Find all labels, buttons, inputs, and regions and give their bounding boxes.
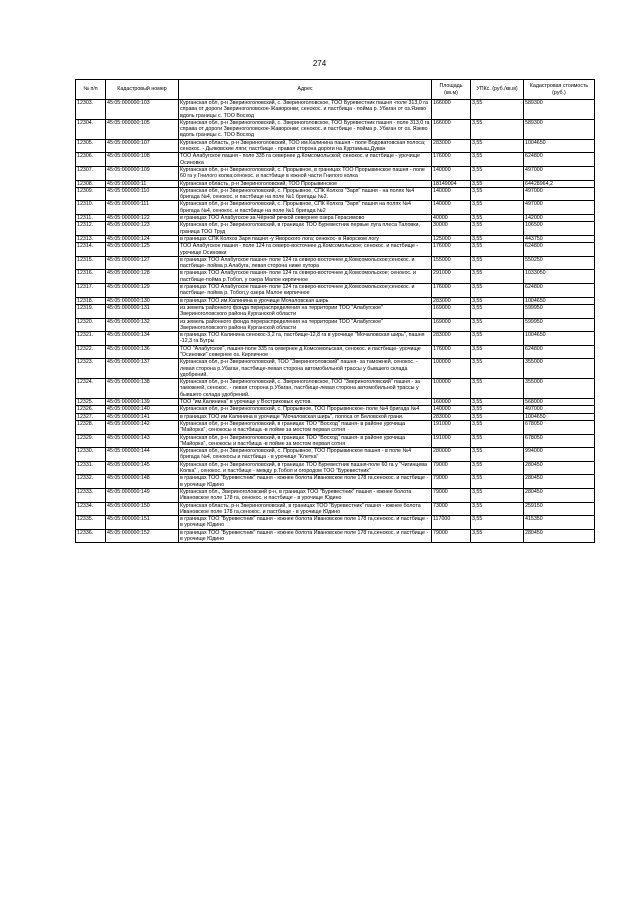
cell-cost: 624800 <box>524 153 595 167</box>
cell-area: 176000 <box>432 153 471 167</box>
cell-area: 79000 <box>432 461 471 475</box>
cell-cost: 142000 <box>524 215 595 222</box>
cell-cadastral: 45:05:000000:109 <box>106 166 179 180</box>
cell-cadastral: 45:05:000000:124 <box>106 235 179 242</box>
cell-upks: 3,55 <box>471 100 524 120</box>
cell-num: 12317. <box>76 284 106 298</box>
cell-address: ТОО Алабугское пашня - поле 124 га северо-восточнее д.Комсомольское; сенокос. и пастбище - урочище Осиновки <box>179 243 432 257</box>
cell-address: Курганская область, р-н Звериноголовский, в границах ТОО "Буревестник" пашня - южнее болота Ивановское поле 178 га,сенокос. и пастбище - в урочище Юдино <box>179 502 432 516</box>
cell-area: 140000 <box>432 406 471 413</box>
cell-num: 12328. <box>76 420 106 434</box>
table-row <box>76 516 595 530</box>
cell-num: 12304. <box>76 119 106 139</box>
cell-area: 160000 <box>432 399 471 406</box>
table-row <box>76 243 595 257</box>
table-row <box>76 215 595 222</box>
cell-cost: 589300 <box>524 119 595 139</box>
cell-cost: 678050 <box>524 420 595 434</box>
cell-upks: 3,55 <box>471 448 524 462</box>
cell-num: 12330. <box>76 448 106 462</box>
cell-upks: 3,55 <box>471 235 524 242</box>
cell-address: из земель районного фонда перераспределения на территории ТОО "Алабугское" Звериноголовского района Курганской области <box>179 304 432 318</box>
table-row <box>76 119 595 139</box>
table-row <box>76 187 595 201</box>
cell-address: в границах ТОО им Калинина в урочище "Мочаловская ширь", полоса от Беловской грани. <box>179 413 432 420</box>
cell-address: Курганская обл, р-н Звериноголовский, в границах ТОО "Восход" пашня- в районе урочища "Майорка", сенокосы и пастбища -в пойме за мостом первая сотня <box>179 420 432 434</box>
cell-num: 12322. <box>76 345 106 359</box>
cell-upks: 3,55 <box>471 475 524 489</box>
cell-num: 12305. <box>76 139 106 153</box>
cell-cadastral: 45:05:000000:110 <box>106 187 179 201</box>
table-row <box>76 201 595 215</box>
cell-num: 12324. <box>76 379 106 399</box>
cell-cadastral: 45:05:000000:145 <box>106 461 179 475</box>
header-cadastral: Кадастровый номер <box>106 80 179 100</box>
table-row <box>76 502 595 516</box>
cell-cost: 497000 <box>524 166 595 180</box>
cell-area: 191000 <box>432 434 471 448</box>
cell-upks: 3,55 <box>471 318 524 332</box>
cell-num: 12331. <box>76 461 106 475</box>
table-row <box>76 100 595 120</box>
cell-address: Курганская обл, р-н Звериноголовский, ТОО "Звериноголовский" пашня- за таможней, сенокос. - левая сторона р.Убаган, пастбище-левая сторона автомобильной трассы у бывшего склада удобрений. <box>179 359 432 379</box>
table-row <box>76 270 595 284</box>
cell-address: Курганская область, р-н Звериноголовский, ТОО Прорывинское <box>179 180 432 187</box>
cell-area: 155000 <box>432 256 471 270</box>
cell-cost: 550250 <box>524 256 595 270</box>
cell-num: 12333. <box>76 488 106 502</box>
cell-area: 166000 <box>432 100 471 120</box>
cell-address: в границах ТОО им.Калинина в урочище Мочаловская ширь <box>179 297 432 304</box>
cell-upks: 3,55 <box>471 153 524 167</box>
cell-upks: 3,55 <box>471 256 524 270</box>
cell-num: 12310. <box>76 201 106 215</box>
table-header-row <box>76 80 595 100</box>
cell-num: 12314. <box>76 243 106 257</box>
cell-area: 176000 <box>432 345 471 359</box>
header-address: Адрес <box>179 80 432 100</box>
table-row <box>76 359 595 379</box>
cell-upks: 3,55 <box>471 399 524 406</box>
cell-upks: 3,55 <box>471 187 524 201</box>
cell-upks: 3,55 <box>471 304 524 318</box>
table-row <box>76 406 595 413</box>
table-row <box>76 304 595 318</box>
cell-cost: 280450 <box>524 529 595 543</box>
header-area: Площадь (кв.м) <box>432 80 471 100</box>
table-row <box>76 332 595 346</box>
cell-cadastral: 45:05:000000:150 <box>106 502 179 516</box>
cell-area: 140000 <box>432 201 471 215</box>
cell-upks: 3,55 <box>471 516 524 530</box>
cell-cost: 443750 <box>524 235 595 242</box>
cell-upks: 3,55 <box>471 379 524 399</box>
cell-area: 280000 <box>432 448 471 462</box>
cell-upks: 3,55 <box>471 488 524 502</box>
cell-address: Курганская обл, р-н Звериноголовский, с. Прорывное, СПК Колхоз "Заря" пашня на полях №4 бригада №4, сенокос. и пастбище на поле №1 бригада №2 <box>179 201 432 215</box>
cell-cadastral: 45:05:000000:105 <box>106 119 179 139</box>
cell-cadastral: 45:05:000000:137 <box>106 359 179 379</box>
cell-area: 169000 <box>432 304 471 318</box>
cell-area: 30000 <box>432 222 471 236</box>
cell-upks: 3,55 <box>471 297 524 304</box>
table-row <box>76 448 595 462</box>
table-row <box>76 180 595 187</box>
cell-cost: 106500 <box>524 222 595 236</box>
cell-cadastral: 45:05:000000:152 <box>106 529 179 543</box>
cell-cost: 624800 <box>524 243 595 257</box>
table-row <box>76 488 595 502</box>
cell-area: 117000 <box>432 516 471 530</box>
table-row <box>76 413 595 420</box>
cell-area: 140000 <box>432 166 471 180</box>
cell-num: 12311. <box>76 215 106 222</box>
cell-cost: 1033050 <box>524 270 595 284</box>
cell-num: 12329. <box>76 434 106 448</box>
table-row <box>76 379 595 399</box>
cell-num: 12326. <box>76 406 106 413</box>
cell-address: Курганская обл, р-н Звериноголовский, с. Прорывное, ТОО Прорывинское- поле №4 бригада №4 <box>179 406 432 413</box>
cell-address: в границах ТОО "Буревестник" пашня - южнее болота Ивановское поле 178 га,сенокос. и пастбище - в урочище Юдино <box>179 475 432 489</box>
cell-address: Курганская обл, р-н Звериноголовский, в границах ТОО Буревестник первые луга плеса Таловки, граница ТОО Труд <box>179 222 432 236</box>
cell-upks: 3,55 <box>471 461 524 475</box>
cell-cadastral: 45:05:000000:107 <box>106 139 179 153</box>
cell-num: 12318. <box>76 297 106 304</box>
cell-area: 140000 <box>432 187 471 201</box>
cell-num: 12306. <box>76 153 106 167</box>
cell-address: ТОО "им.Калинина" в урочище у Востриковых кустов. <box>179 399 432 406</box>
cell-cadastral: 45:05:000000:131 <box>106 304 179 318</box>
cell-area: 100000 <box>432 379 471 399</box>
cell-num: 12323. <box>76 359 106 379</box>
cell-upks: 3,55 <box>471 413 524 420</box>
table-row <box>76 399 595 406</box>
cell-address: из земель районного фонда перераспределения на территории ТОО "Алабугское" Звериноголовского района Курганской области <box>179 318 432 332</box>
cell-address: Курганская обл, р-н Звериноголовский, с. Прорывное, ТОО Прорывинское пашня - в поле №4 бригада №4, сенокосы и пастбища - в урочище "Клетка" <box>179 448 432 462</box>
cell-cadastral: 45:05:000000:132 <box>106 318 179 332</box>
cell-cadastral: 45:05:000000:103 <box>106 100 179 120</box>
table-row <box>76 235 595 242</box>
cell-address: Курганская обл, р-н Звериноголовский, с. Звериноголовское, ТОО Буревестник пашня -поле 313,0 га справа от дороги Звериноголовское-Жаворонки; сенокос. и пастбища - пойма р. Убаган от оз.Язево вдоль границы с. ТОО Восход <box>179 100 432 120</box>
cell-num: 12309. <box>76 187 106 201</box>
cell-cadastral: 45:05:000000:143 <box>106 434 179 448</box>
table-row <box>76 166 595 180</box>
cell-cadastral: 45:05:000000:134 <box>106 332 179 346</box>
cell-upks: 3,55 <box>471 502 524 516</box>
cell-cost: 994000 <box>524 448 595 462</box>
table-row <box>76 139 595 153</box>
cell-cadastral: 45:05:000000:142 <box>106 420 179 434</box>
cell-cadastral: 45:05:000000:111 <box>106 201 179 215</box>
cell-cost: 497000 <box>524 201 595 215</box>
cell-address: Курганская обл, р-н Звериноголовский, в границах ТОО "Восход" пашня- в районе урочища "Майорка", сенокосы и пастбища -в пойме за мостом первая сотня <box>179 434 432 448</box>
cell-upks: 3,55 <box>471 201 524 215</box>
cell-cadastral: 45:05:000000:136 <box>106 345 179 359</box>
cell-upks: 3,55 <box>471 243 524 257</box>
cell-cadastral: 45:05:000000:108 <box>106 153 179 167</box>
cell-cost: 678050 <box>524 434 595 448</box>
cell-cadastral: 45:05:000000:148 <box>106 475 179 489</box>
cell-area: 191000 <box>432 420 471 434</box>
cell-cost: 599950 <box>524 304 595 318</box>
cell-cost: 568000 <box>524 399 595 406</box>
cell-num: 12308. <box>76 180 106 187</box>
cell-address: ТОО Алабугское пашня - поле 335 га севернее д.Комсомольской; сенокос. и пастбище - урочище Осиновка <box>179 153 432 167</box>
cell-address: в границах ТОО Алабугское пашня- поле 124 га северо-восточнее д.Комсомольское; сенокос. и пастбище-пойма р.Тобол, у озера Малое кирпичное <box>179 270 432 284</box>
cell-address: в границах ТОО Калинина сенокос-3,2 га, пастбище-12,8 га в урочище "Мочаловская ширь", пашня -12,3 га Бугры <box>179 332 432 346</box>
cell-address: в границах ТОО "Буревестник" пашня - южнее болота Ивановское поле 178 га,сенокос. и пастбище - в урочище Юдино <box>179 516 432 530</box>
cell-address: Курганская область, р-н Звериноголовский, ТОО им.Калинина пашня - поле Водоватовская полоса; сенокос. - Дьяковские ляги; пастбище - правая сторона дороги на Куртамыш,Дуван <box>179 139 432 153</box>
cell-cadastral: 45:05:000000:125 <box>106 243 179 257</box>
cell-num: 12327. <box>76 413 106 420</box>
cell-upks: 3,55 <box>471 215 524 222</box>
cell-upks: 3,55 <box>471 332 524 346</box>
cell-cadastral: 45:05:000000:129 <box>106 284 179 298</box>
cell-area: 166000 <box>432 119 471 139</box>
cell-area: 176000 <box>432 284 471 298</box>
cell-area: 79000 <box>432 488 471 502</box>
cell-address: в границах ТОО Алабугское пашня- поле 124 га северо-восточнее д.Комсомольское;сенокос. и пастбище- пойма р. Тобол,у озера Малое кирпичное <box>179 284 432 298</box>
cell-upks: 3,55 <box>471 406 524 413</box>
cell-cadastral: 45:05:000000:11 <box>106 180 179 187</box>
cell-upks: 3,55 <box>471 529 524 543</box>
cell-cost: 1004650 <box>524 332 595 346</box>
cell-area: 283000 <box>432 413 471 420</box>
cell-area: 291000 <box>432 270 471 284</box>
table-row <box>76 475 595 489</box>
cell-num: 12332. <box>76 475 106 489</box>
cell-cost: 589300 <box>524 100 595 120</box>
table-row <box>76 434 595 448</box>
cell-num: 12307. <box>76 166 106 180</box>
cell-area: 283000 <box>432 332 471 346</box>
cell-upks: 3,55 <box>471 180 524 187</box>
cell-num: 12334. <box>76 502 106 516</box>
cell-cadastral: 45:05:000000:139 <box>106 399 179 406</box>
cell-num: 12335. <box>76 516 106 530</box>
table-row <box>76 256 595 270</box>
cell-upks: 3,55 <box>471 166 524 180</box>
header-upks: УПКс. (руб./кв.м) <box>471 80 524 100</box>
cell-cost: 1004650 <box>524 139 595 153</box>
cell-upks: 3,55 <box>471 359 524 379</box>
cell-address: Курганская обл., Звериноголовский р-н, в границах ТОО "Буревестник" пашня - южнее болота Ивановское поле 178 га, сенокос. и пастбище - в урочище Юдино <box>179 488 432 502</box>
cell-num: 12316. <box>76 270 106 284</box>
cell-area: 125000 <box>432 235 471 242</box>
cell-address: в границах СПК Колхоз Заря пашня -у Яворского лога; сенокос- в Яворском логу <box>179 235 432 242</box>
cell-address: Курганская обл, р-н Звериноголовский, с. Прорывное, СПК Колхоз "Заря" пашня - на полях №4 бригада №4, сенокос. и пастбище на поле №1 бригады №2. <box>179 187 432 201</box>
table-row <box>76 297 595 304</box>
table-row <box>76 420 595 434</box>
cell-area: 73000 <box>432 502 471 516</box>
cell-area: 100000 <box>432 359 471 379</box>
table-row <box>76 529 595 543</box>
cell-upks: 3,55 <box>471 420 524 434</box>
cell-cost: 355000 <box>524 379 595 399</box>
table-body <box>76 100 595 543</box>
cell-cost: 1004650 <box>524 297 595 304</box>
cell-cadastral: 45:05:000000:151 <box>106 516 179 530</box>
cell-cost: 497000 <box>524 187 595 201</box>
cell-cadastral: 45:05:000000:123 <box>106 222 179 236</box>
cell-num: 12336. <box>76 529 106 543</box>
cell-cost: 415350 <box>524 516 595 530</box>
page-number: 274 <box>312 59 327 68</box>
cell-num: 12319. <box>76 304 106 318</box>
cell-num: 12325. <box>76 399 106 406</box>
cell-num: 12303. <box>76 100 106 120</box>
cell-cost: 259150 <box>524 502 595 516</box>
cell-cost: 355000 <box>524 359 595 379</box>
cell-address: ТОО "Алабугское", пашня-поле 335 га севернее д.Комсомольская, сенокос. и пастбище- урочище "Осиновки" севернее оз. Кирпичное <box>179 345 432 359</box>
cell-area: 283000 <box>432 297 471 304</box>
cell-address: в границах ТОО Алабугское пашня- поле 124 га северо-восточнее д.Комсомольское;сенокос. и пастбище- пойма р.Алабуга, левая сторона ниже хутора <box>179 256 432 270</box>
cell-cadastral: 45:05:000000:144 <box>106 448 179 462</box>
cell-upks: 3,55 <box>471 284 524 298</box>
cell-area: 18149004 <box>432 180 471 187</box>
cell-area: 169000 <box>432 318 471 332</box>
table-row <box>76 318 595 332</box>
cell-address: в границах ТОО Алабугское за Чёрной речкой севернее озера Герасимово <box>179 215 432 222</box>
cell-cadastral: 45:05:000000:140 <box>106 406 179 413</box>
cell-cadastral: 45:05:000000:149 <box>106 488 179 502</box>
cell-num: 12313. <box>76 235 106 242</box>
cell-cost: 1004650 <box>524 413 595 420</box>
cell-num: 12312. <box>76 222 106 236</box>
cell-cost: 599950 <box>524 318 595 332</box>
table-row <box>76 461 595 475</box>
table-row <box>76 222 595 236</box>
cell-num: 12320. <box>76 318 106 332</box>
table-row <box>76 153 595 167</box>
cell-upks: 3,55 <box>471 270 524 284</box>
cell-cost: 280450 <box>524 475 595 489</box>
cell-cost: 624800 <box>524 284 595 298</box>
cell-upks: 3,55 <box>471 119 524 139</box>
cell-cost: 64428964,2 <box>524 180 595 187</box>
cell-cadastral: 45:05:000000:128 <box>106 270 179 284</box>
cadastral-table <box>75 79 595 543</box>
header-num: № п/п <box>76 80 106 100</box>
cell-cadastral: 45:05:000000:130 <box>106 297 179 304</box>
cell-cadastral: 45:05:000000:127 <box>106 256 179 270</box>
cell-cadastral: 45:05:000000:122 <box>106 215 179 222</box>
cell-address: Курганская обл, р-н Звериноголовский, с. Прорывное, в границах ТОО Прорывинское пашня - поле 60 га у Гнилого колка;сенокос. и пастбище в южной части Гнилого колка <box>179 166 432 180</box>
cell-upks: 3,55 <box>471 139 524 153</box>
cell-area: 79000 <box>432 529 471 543</box>
table-row <box>76 345 595 359</box>
cell-area: 40000 <box>432 215 471 222</box>
cell-cost: 497000 <box>524 406 595 413</box>
cell-area: 283000 <box>432 139 471 153</box>
cell-area: 79000 <box>432 475 471 489</box>
cell-upks: 3,55 <box>471 222 524 236</box>
cell-num: 12315. <box>76 256 106 270</box>
cell-address: в границах ТОО "Буревестник" пашня - южнее болота Ивановское поле 178 га,сенокос. и пастбище - в урочище Юдино <box>179 529 432 543</box>
cell-address: Курганская обл, р-н Звериноголовский, с. Звериноголовское, ТОО Буревестник пашня - поле 313,0 га справа от дороги Звериноголовское-Жаворонки; сенокос. и пастбище - пойма р. Убаган от оз. Язево вдоль границы с. ТОО Восход <box>179 119 432 139</box>
cell-address: Курганская обл, р-н Звериноголовский, с. Звериноголовское, ТОО "Звериноголовский" пашня - за таможней, сенокос. - левая сторона р.Убаган, пастбище-левая сторона автомобильной трассы у бывшего склада удобрений. <box>179 379 432 399</box>
header-cost: Кадастровая стоимость (руб.) <box>524 80 595 100</box>
cell-address: Курганская обл, р-н Звериноголовский, в границах ТОО Буревестник пашня-поле 60 га у "Чигинцева Колка" , сенокос. и пастбище - между р.Тобол и огородом ТОО "Буревестник" <box>179 461 432 475</box>
cell-cadastral: 45:05:000000:138 <box>106 379 179 399</box>
cell-num: 12321. <box>76 332 106 346</box>
cell-cost: 280450 <box>524 488 595 502</box>
cell-cost: 624800 <box>524 345 595 359</box>
cell-cadastral: 45:05:000000:141 <box>106 413 179 420</box>
table-row <box>76 284 595 298</box>
cell-cost: 280450 <box>524 461 595 475</box>
cell-upks: 3,55 <box>471 345 524 359</box>
cell-area: 176000 <box>432 243 471 257</box>
cell-upks: 3,55 <box>471 434 524 448</box>
